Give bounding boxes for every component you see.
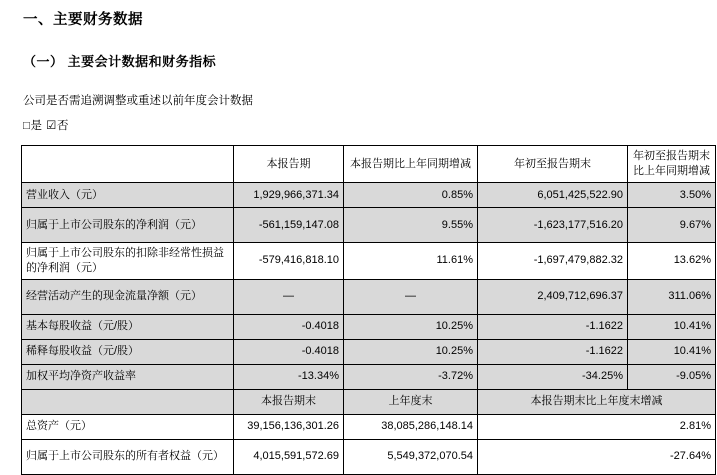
row-value-2: —: [344, 279, 478, 314]
subheader-cell-0: [22, 389, 234, 414]
row-value-1: -561,159,147.08: [234, 208, 344, 243]
row-label: 基本每股收益（元/股）: [22, 314, 234, 339]
page-title: 一、主要财务数据: [23, 12, 143, 28]
section-heading: （一） 主要会计数据和财务指标: [23, 54, 217, 69]
paragraph-text: 公司是否需追溯调整或重述以前年度会计数据: [23, 95, 253, 107]
row-value-3: -1.1622: [478, 339, 628, 364]
row-label: 稀释每股收益（元/股）: [22, 339, 234, 364]
row-value-1: 1,929,966,371.34: [234, 183, 344, 208]
row-label: 归属于上市公司股东的所有者权益（元）: [22, 439, 234, 474]
table-row: [22, 208, 716, 243]
row-value-1: —: [234, 279, 344, 314]
table-row: [22, 279, 716, 314]
header-cell-1: 本报告期: [234, 146, 344, 183]
header-cell-2: 本报告期比上年同期增减: [344, 146, 478, 183]
row-value-1: -0.4018: [234, 314, 344, 339]
header-cell-3: 年初至报告期末: [478, 146, 628, 183]
row-value-1: -0.4018: [234, 339, 344, 364]
row-label: 加权平均净资产收益率: [22, 364, 234, 389]
row-value-2: -3.72%: [344, 364, 478, 389]
table-row: [22, 243, 716, 280]
row-value-1: -13.34%: [234, 364, 344, 389]
row-value-3: 2.81%: [478, 414, 716, 439]
row-label: 总资产（元）: [22, 414, 234, 439]
row-value-4: 311.06%: [628, 279, 716, 314]
row-value-4: 10.41%: [628, 339, 716, 364]
row-label: 经营活动产生的现金流量净额（元）: [22, 279, 234, 314]
row-value-3: -1,623,177,516.20: [478, 208, 628, 243]
table-row: [22, 364, 716, 389]
header-cell-0: [22, 146, 234, 183]
row-value-4: 9.67%: [628, 208, 716, 243]
table-subheader-row: [22, 389, 716, 414]
row-value-2: 11.61%: [344, 243, 478, 280]
row-value-3: -34.25%: [478, 364, 628, 389]
row-label: 归属于上市公司股东的扣除非经常性损益的净利润（元）: [22, 243, 234, 280]
table-row: [22, 183, 716, 208]
row-value-2: 9.55%: [344, 208, 478, 243]
row-value-1: -579,416,818.10: [234, 243, 344, 280]
table-row: [22, 314, 716, 339]
row-value-1: 39,156,136,301.26: [234, 414, 344, 439]
row-value-3: 2,409,712,696.37: [478, 279, 628, 314]
subheader-cell-2: 上年度末: [344, 389, 478, 414]
table-row: [22, 414, 716, 439]
row-value-2: 10.25%: [344, 339, 478, 364]
checkbox-line: □是 ☑否: [23, 120, 69, 132]
row-value-2: 38,085,286,148.14: [344, 414, 478, 439]
subheader-cell-1: 本报告期末: [234, 389, 344, 414]
row-value-3: -1,697,479,882.32: [478, 243, 628, 280]
row-value-4: -9.05%: [628, 364, 716, 389]
table-row: [22, 439, 716, 474]
financial-table: [21, 145, 716, 475]
row-label: 营业收入（元）: [22, 183, 234, 208]
row-value-3: 6,051,425,522.90: [478, 183, 628, 208]
table-row: [22, 339, 716, 364]
row-label: 归属于上市公司股东的净利润（元）: [22, 208, 234, 243]
row-value-3: -1.1622: [478, 314, 628, 339]
subheader-cell-3: 本报告期末比上年度末增减: [478, 389, 716, 414]
row-value-2: 10.25%: [344, 314, 478, 339]
table-header-row: [22, 146, 716, 183]
row-value-1: 4,015,591,572.69: [234, 439, 344, 474]
header-cell-4: 年初至报告期末比上年同期增减: [628, 146, 716, 183]
row-value-3: -27.64%: [478, 439, 716, 474]
row-value-4: 3.50%: [628, 183, 716, 208]
row-value-4: 10.41%: [628, 314, 716, 339]
row-value-4: 13.62%: [628, 243, 716, 280]
row-value-2: 0.85%: [344, 183, 478, 208]
document-page: [0, 8, 717, 463]
row-value-2: 5,549,372,070.54: [344, 439, 478, 474]
